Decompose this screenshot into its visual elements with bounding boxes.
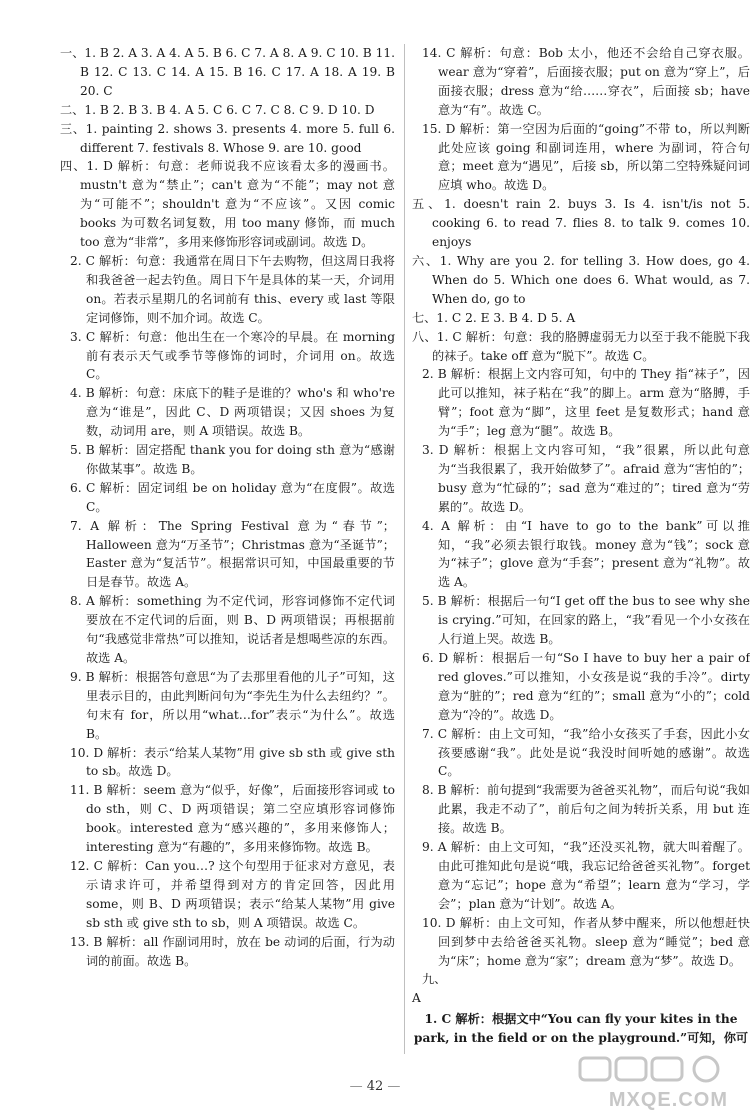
right-column: [412, 44, 750, 1050]
answer-item: 3. C 解析：句意：他出生在一个寒冷的早晨。在 morning 前有表示天气或季节等修饰的词时，介词用 on。故选 C。: [70, 329, 395, 382]
answer-item: 11. B 解析：seem 意为“似乎，好像”，后面接形容词或 to do sth，则 C、D 两项错误；第二空应填形容词修饰 book。interested 意为“感兴趣的”，多用来修饰人；interesting 意为“有趣的”，多用来修饰物。故选 B。: [70, 783, 395, 855]
answer-item: 10. D 解析：由上文可知，作者从梦中醒来，所以他想赶快回到梦中去给爸爸买礼物。sleep 意为“睡觉”；bed 意为“床”；home 意为“家”；dream 意为“梦”。故选 D。: [422, 915, 750, 968]
answer-item: 4. B 解析：句意：床底下的鞋子是谁的？who's 和 who're 意为“谁是”，因此 C、D 两项错误；又因 shoes 为复数，动词用 are，则 A 项错误。故选 B。: [70, 386, 395, 439]
section-heading: A: [412, 991, 421, 1006]
page-footer: — 42 —: [349, 1079, 401, 1094]
answer-item: 二、1. B 2. B 3. B 4. A 5. C 6. C 7. C 8. C 9. D 10. D: [60, 102, 375, 117]
passage-label: 1. C 解析：根据文中“You can fly your kites in the park, in the field or on the playground.”可知，你可: [413, 1012, 749, 1046]
answer-item: 四、1. D 解析：句意：老师说我不应该看太多的漫画书。mustn't 意为“禁止”；can't 意为“不能”；may not 意为“可能不”；shouldn't 意为“不应该”。又因 comic books 为可数名词复数，用 too many 修饰，而 much too 意为“非常”，多用来修饰形容词或副词。故选 D。: [60, 159, 395, 250]
answer-item: 15. D 解析：第一空因为后面的“going”不带 to，所以判断此处应该 going 和副词连用，where 为副词，符合句意；meet 意为“遇见”，后接 sb，所以第二空特殊疑问词应填 who。故选 D。: [422, 121, 750, 193]
answer-item: 一、1. B 2. A 3. A 4. A 5. B 6. C 7. A 8. A 9. C 10. B 11. B 12. C 13. C 14. A 15. B 16. C 17. A 18. A 19. B 20. C: [60, 46, 395, 98]
answer-item: 7. A 解析：The Spring Festival 意为“春节”；Halloween 意为“万圣节”；Christmas 意为“圣诞节”；Easter 意为“复活节”。根据常识可知，中国最重要的节日是春节。故选 A。: [70, 518, 395, 590]
answer-item: 三、1. painting 2. shows 3. presents 4. more 5. full 6. different 7. festivals 8. Whose 9. are 10. good: [60, 121, 395, 155]
answer-item: 5. B 解析：固定搭配 thank you for doing sth 意为“感谢你做某事”。故选 B。: [70, 443, 395, 476]
answer-item: 7. C 解析：由上文可知，“我”给小女孩买了手套，因此小女孩要感谢“我”。此处是说“我没时间听她的感谢”。故选 C。: [422, 726, 750, 779]
answer-item: 五、1. doesn't rain 2. buys 3. Is 4. isn't/is not 5. cooking 6. to read 7. flies 8. to talk 9. comes 10. enjoys: [412, 197, 750, 250]
watermark-text: MXQE.COM: [608, 1089, 728, 1112]
answer-item: 2. B 解析：根据上文内容可知，句中的 They 指“袜子”，因此可以推知，袜子粘在“我”的脚上。arm 意为“胳膊，手臂”；foot 意为“脚”，这里 feet 是复数形式；hand 意为“手”；leg 意为“腿”。故选 B。: [422, 367, 750, 439]
answer-item: 8. A 解析：something 为不定代词，形容词修饰不定代词要放在不定代词的后面，则 B、D 两项错误；再根据前句“我感觉非常热”可以推知，说话者是想喝些凉的东西。故选 A。: [70, 594, 395, 665]
answer-item: 10. D 解析：表示“给某人某物”用 give sb sth 或 give sth to sb。故选 D。: [70, 745, 395, 779]
answer-item: 3. D 解析：根据上文内容可知，“我”很累，所以此句意为“当我很累了，我开始做梦了”。afraid 意为“害怕的”；busy 意为“忙碌的”；sad 意为“难过的”；tired 意为“劳累的”。故选 D。: [422, 443, 750, 514]
answer-item: 2. C 解析：句意：我通常在周日下午去购物，但这周日我将和我爸爸一起去钓鱼。周日下午是具体的某一天，介词用 on。若表示星期几的名词前有 this、every 或 last 等限定词修饰，则不加介词。故选 C。: [70, 253, 395, 325]
watermark-logo-icon: [578, 1054, 728, 1084]
page-number: 42: [366, 1079, 384, 1094]
answer-item: 5. B 解析：根据后一句“I get off the bus to see why she is crying.”可知，在回家的路上，“我”看见一个小女孩在人行道上哭。故选 B。: [422, 594, 750, 647]
answer-item: 七、1. C 2. E 3. B 4. D 5. A: [412, 310, 576, 325]
answer-item: 6. C 解析：固定词组 be on holiday 意为“在度假”。故选 C。: [70, 480, 395, 514]
watermark: [578, 1054, 728, 1110]
answer-item: 8. B 解析：前句提到“我需要为爸爸买礼物”，而后句说“我如此累，我走不动了”，前后句之间为转折关系，用 but 连接。故选 B。: [422, 783, 750, 836]
answer-item: 9. A 解析：由上文可知，“我”还没买礼物，就大叫着醒了。由此可推知此句是说“哦，我忘记给爸爸买礼物”。forget 意为“忘记”；hope 意为“希望”；learn 意为“学习，学会”；plan 意为“计划”。故选 A。: [422, 840, 750, 911]
answer-item: 14. C 解析：句意：Bob 太小，他还不会给自己穿衣服。wear 意为“穿着”，后面接衣服；put on 意为“穿上”，后面接衣服；dress 意为“给……穿衣”，后面接 sb；have 意为“有”。故选 C。: [422, 46, 750, 117]
answer-item: 13. B 解析：all 作副词用时，放在 be 动词的后面，行为动词的前面。故选 B。: [70, 934, 395, 968]
answer-item: 4. A 解析：由“I have to go to the bank”可以推知，“我”必须去银行取钱。money 意为“钱”；sock 意为“袜子”；glove 意为“手套”；present 意为“礼物”。故选 A。: [422, 518, 750, 590]
left-column: [60, 44, 395, 970]
answer-item: 9. B 解析：根据答句意思“为了去那里看他的儿子”可知，这里表示目的，由此判断问句为“李先生为什么去纽约？”。句末有 for，所以用“what…for”表示“为什么”。故选 B。: [70, 669, 395, 741]
answer-item: 六、1. Why are you 2. for telling 3. How does, go 4. When do 5. Which one does 6. What would, as 7. When do, go to: [412, 253, 750, 306]
answer-item: 九、: [422, 972, 447, 987]
answer-item: 12. C 解析：Can you…? 这个句型用于征求对方意见，表示请求许可，并希望得到对方的肯定回答，因此用 some，则 B、D 两项错误；表示“给某人某物”用 give sb sth 或 give sth to sb，则 A 项错误。故选 C。: [70, 858, 395, 930]
answer-item: 八、1. C 解析：句意：我的胳膊虚弱无力以至于我不能脱下我的袜子。take off 意为“脱下”。故选 C。: [412, 329, 750, 363]
column-divider: [404, 44, 405, 1054]
answer-item: 6. D 解析：根据后一句“So I have to buy her a pair of red gloves.”可以推知，小女孩是说“我的手冷”。dirty 意为“脏的”；red 意为“红的”；small 意为“小的”；cold 意为“冷的”。故选 D。: [422, 651, 750, 722]
